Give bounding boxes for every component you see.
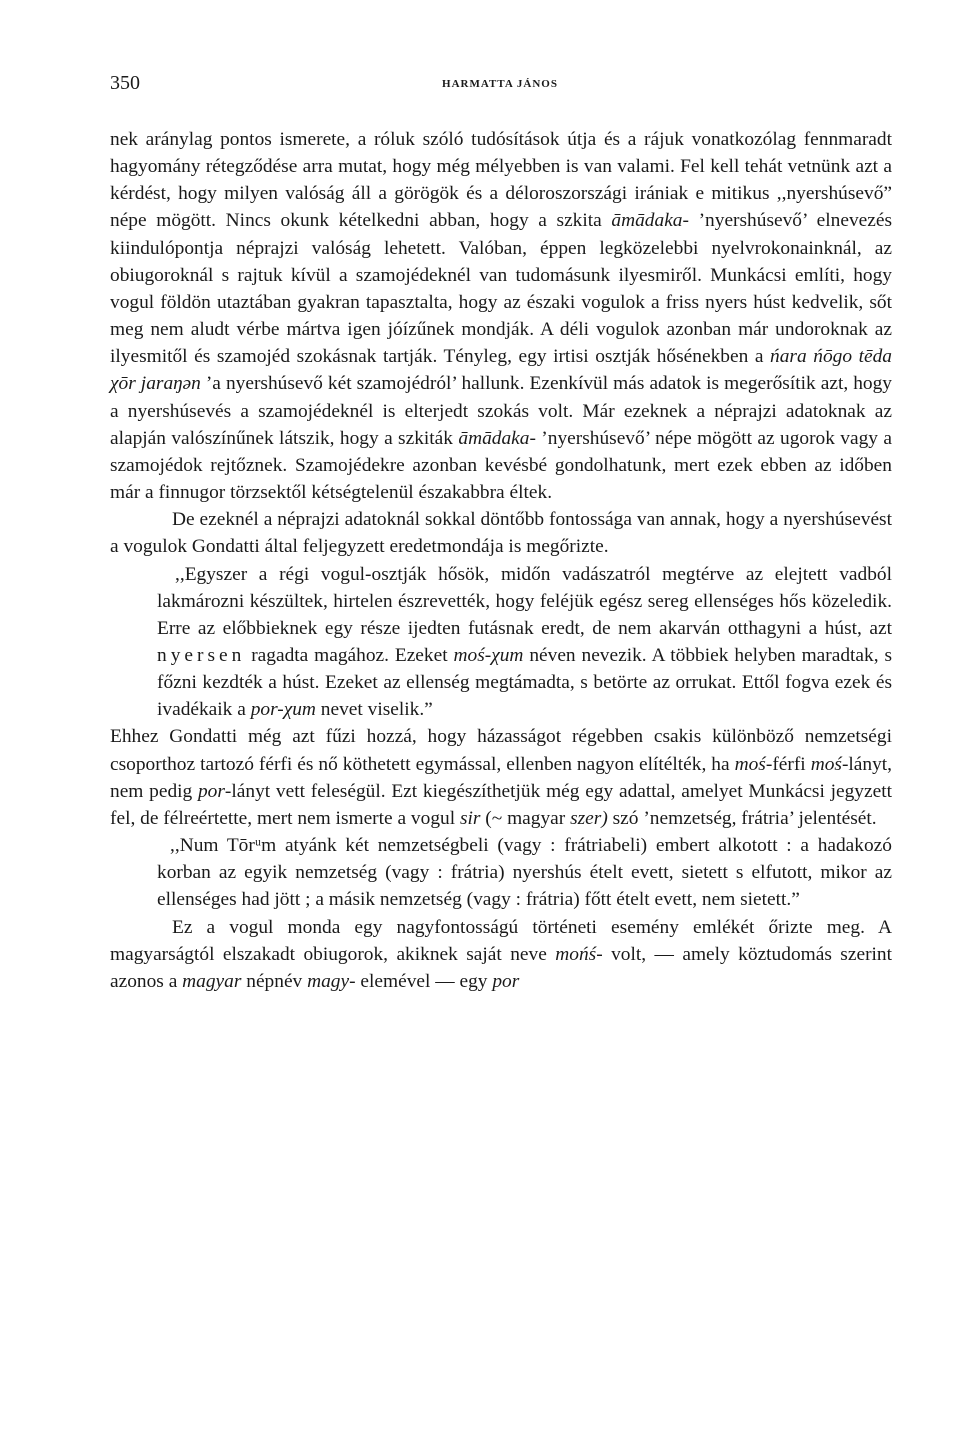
term-mos-khum: moś-χum bbox=[453, 644, 524, 666]
term-magy: magy- bbox=[307, 970, 356, 992]
term-amadaka: āmādaka- bbox=[611, 210, 689, 232]
term-por: por bbox=[197, 780, 225, 802]
term-sir: sir bbox=[459, 807, 481, 829]
paragraph-4: Ez a vogul monda egy nagyfontosságú történeti esemény emlékét őrizte meg. A magyarságtól elszakadt obiugorok, akiknek saját neve mońś- volt, — amely köztudomás szerint azonos a magyar népnév magy- elemével — egy por bbox=[110, 916, 892, 992]
body-text bbox=[110, 126, 892, 995]
page-number: 350 bbox=[110, 72, 140, 94]
page-header bbox=[110, 72, 890, 102]
term-por-khum: por-χum bbox=[250, 699, 316, 721]
quote-2: ,,Num Tōrᵘm atyánk két nemzetségbeli (vagy : frátriabeli) embert alkotott : a hadakozó korban az egyik nemzetség (vagy : frátria) nyershús ételt evett, sietett s elfutott, mikor az ellenséges had jött ; a másik nemzetség (vagy : frátria) főtt ételt evett, nem sietett.” bbox=[157, 835, 892, 911]
term-por-end: por bbox=[492, 970, 520, 992]
paragraph-1: nek aránylag pontos ismerete, a róluk szóló tudósítások útja és a rájuk vonatkozólag fennmaradt hagyomány rétegződése arra mutat, hogy még mélyebben is van valami. Fel kell tehát vetnünk azt a kérdést, hogy milyen valóság áll a görögök és a déloroszországi irániak e mitikus ,,nyershúsevő” népe mögött. Nincs okunk kételkedni abban, hogy a szkita āmādaka- ’nyershúsevő’ elnevezés kiindulópontja néprajzi valóság lehetett. Valóban, éppen legközelebbi nyelvrokonainknál, az obiugoroknál s rajtuk kívül a szamojédeknél van tudomásunk ilyesmiről. Munkácsi említi, hogy vogul földön utaztában gyakran tapasztalta, hogy az északi vogulok a friss nyers húst kedvelik, sőt meg nem aludt vérbe mártva igen jóízűnek mondják. A déli vogulok azonban már undoroknak az ilyesmitől és szamojéd szokásnak tartják. Tényleg, egy irtisi osztják hősénekben a ńara ńōgo tēda χōr jaraŋən ’a nyershúsevő két szamojédról’ hallunk. Ezenkívül más adatok is megerősítik azt, hogy a nyershúsevés a szamojédeknél is elterjedt szokás volt. Már ezeknek a néprajzi adatoknak az alapján valószínűnek látszik, hogy a szkiták āmādaka- ’nyershúsevő’ népe mögött az ugorok vagy a szamojédok rejtőznek. Szamojédekre azonban kevésbé gondolhatunk, mert ezek ebben az időben már a finnugor törzsektől kétségtelenül északabbra éltek. bbox=[110, 129, 893, 504]
term-mos-2: moś bbox=[810, 753, 842, 775]
term-mons: mońś- bbox=[555, 943, 603, 965]
term-amadaka-2: āmādaka- bbox=[458, 427, 536, 449]
spaced-word: nyersen bbox=[157, 644, 246, 666]
term-szer: szer) bbox=[570, 807, 608, 829]
term-magyar: magyar bbox=[182, 970, 242, 992]
running-head: HARMATTA JÁNOS bbox=[442, 78, 558, 90]
term-ostyak-phrase: ńara ńōgo tēda χōr jaraŋən bbox=[110, 346, 892, 395]
paragraph-3: Ehhez Gondatti még azt fűzi hozzá, hogy házasságot régebben csakis különböző nemzetségi csoporthoz tartozó férfi és nő köthetett egymással, ellenben nagyon elítélték, ha moś-férfi moś-lányt, nem pedig por-lányt vett feleségül. Ezt kiegészíthetjük még egy adattal, amelyet Munkácsi jegyzett fel, de félreértette, mert nem ismerte a vogul sir (~ magyar szer) szó ’nemzetség, frátria’ jelentését. bbox=[110, 726, 893, 829]
quote-1: ,,Egyszer a régi vogul-osztják hősök, midőn vadászatról megtérve az elejtett vadból lakmározni készültek, hirtelen észrevették, hogy feléjük egész sereg ellenséges hős közeledik. Erre az előbbieknek egy része ijedten futásnak eredt, de nem akarván otthagyni a húst, azt nyersen ragadta magához. Ezeket moś-χum néven nevezik. A többiek helyben maradtak, s főzni kezdték a húst. Ezeket az ellenség megtámadta, s betörte az orrukat. Ettől fogva ezek és ivadékaik a por-χum nevet viselik.” bbox=[157, 563, 893, 721]
paragraph-2: De ezeknél a néprajzi adatoknál sokkal döntőbb fontossága van annak, hogy a nyershúsevést a vogulok Gondatti által feljegyzett eredetmondája is megőrizte. bbox=[110, 509, 892, 558]
term-mos-1: moś bbox=[734, 753, 766, 775]
